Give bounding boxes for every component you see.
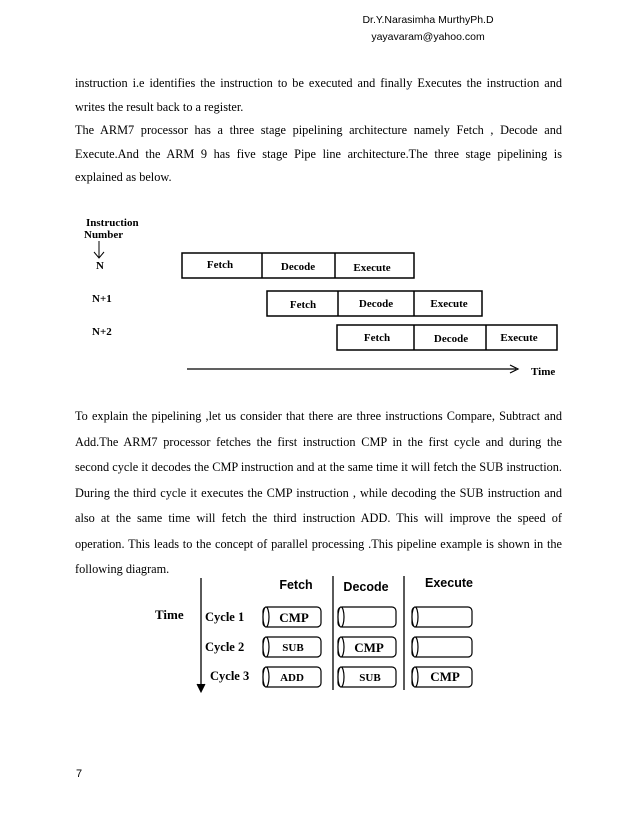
register-cylinder (412, 637, 472, 657)
cycle-label: Cycle 3 (210, 669, 250, 683)
stage-label: Execute (430, 298, 468, 310)
header-execute: Execute (425, 576, 473, 590)
page-number: 7 (76, 768, 83, 780)
arrow-down-icon (197, 684, 205, 692)
stage-label: Decode (280, 261, 316, 273)
cell-value: ADD (280, 672, 304, 684)
row-label-n2: N+2 (92, 326, 112, 338)
row-label-n1: N+1 (92, 293, 112, 305)
register-cylinder (338, 607, 396, 627)
y-label-instruction: Instruction (86, 217, 139, 229)
author-email: yayavaram@yahoo.com (371, 31, 485, 43)
para-text-2: The ARM7 processor has a three stage pipelining architecture namely Fetch , Decode and Execute.And the ARM 9 has five stage Pipe line architecture.The three stage pipelining is explained as below. (75, 123, 562, 184)
x-label-time: Time (531, 366, 556, 378)
time-label: Time (155, 607, 184, 622)
header-fetch: Fetch (279, 578, 313, 592)
stage-label: Decode (433, 333, 469, 345)
row-label-n: N (96, 260, 104, 272)
stage-label: Fetch (363, 332, 391, 344)
author-name: Dr.Y.Narasimha MurthyPh.D (362, 14, 494, 26)
cycle-label: Cycle 1 (205, 610, 245, 624)
stage-label: Fetch (206, 259, 234, 271)
cell-value: SUB (359, 672, 381, 684)
cell-value: CMP (279, 610, 309, 625)
cell-value: CMP (354, 640, 384, 655)
stage-label: Execute (500, 332, 538, 344)
para-text-3: To explain the pipelining ,let us consider that there are three instructions Compare, Subtract and Add.The ARM7 processor fetches the first instruction CMP in the first cycle and during the second cycle it decodes the CMP instruction and at the same time it will fetch the SUB instruction. During the third cycle it executes the CMP instruction , while decoding the SUB instruction and also at the same time will fetch the third instruction ADD. This will improve the speed of operation. This leads to the concept of parallel processing .This pipeline example is shown in the following diagram. (75, 409, 562, 576)
y-label-number: Number (84, 229, 124, 241)
header-decode: Decode (343, 580, 389, 594)
stage-label: Decode (358, 298, 394, 310)
cycle-label: Cycle 2 (205, 640, 245, 654)
para-text-1: instruction i.e identifies the instruction to be executed and finally Executes the instruction and writes the result back to a register. (75, 76, 562, 114)
stage-label: Execute (353, 262, 391, 274)
cell-value: CMP (430, 669, 460, 684)
cell-value: SUB (282, 642, 304, 654)
stage-label: Fetch (289, 299, 317, 311)
register-cylinder (412, 607, 472, 627)
